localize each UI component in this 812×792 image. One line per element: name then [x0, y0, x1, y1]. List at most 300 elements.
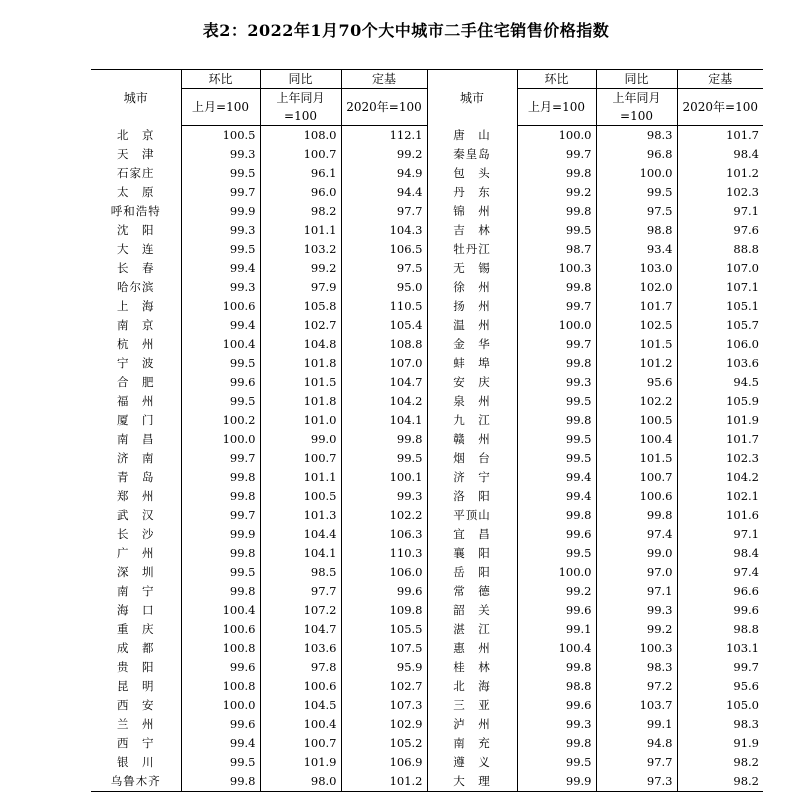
left-city-cell: 长 春	[117, 261, 155, 275]
right-yoy-cell: 99.1	[596, 715, 677, 734]
header-mom-sub-left: 上月=100	[181, 89, 260, 126]
left-fixed-cell: 99.3	[341, 487, 427, 506]
right-city-cell: 桂 林	[427, 658, 517, 677]
right-mom-cell: 99.5	[517, 449, 596, 468]
table-row	[91, 126, 763, 146]
right-city-cell: 泸 州	[427, 715, 517, 734]
left-mom-cell: 100.4	[181, 601, 260, 620]
right-yoy-cell: 100.0	[596, 164, 677, 183]
table-row	[91, 772, 763, 792]
table-row	[91, 487, 763, 506]
right-fixed-cell: 95.6	[677, 677, 763, 696]
right-city-cell: 宜 昌	[427, 525, 517, 544]
right-mom-cell: 100.0	[517, 126, 596, 146]
right-fixed-cell: 101.9	[677, 411, 763, 430]
left-city-cell: 广 州	[117, 546, 155, 560]
left-yoy-cell: 101.0	[260, 411, 341, 430]
right-city-cell: 唐 山	[427, 126, 517, 146]
left-mom-cell: 99.5	[181, 563, 260, 582]
price-index-table	[91, 69, 763, 792]
left-fixed-cell: 107.3	[341, 696, 427, 715]
table-row	[91, 449, 763, 468]
left-yoy-cell: 101.5	[260, 373, 341, 392]
table-row	[91, 411, 763, 430]
right-mom-cell: 99.8	[517, 734, 596, 753]
left-fixed-cell: 99.2	[341, 145, 427, 164]
right-city-cell: 济 宁	[427, 468, 517, 487]
right-fixed-cell: 98.8	[677, 620, 763, 639]
right-mom-cell: 99.8	[517, 278, 596, 297]
right-city-cell: 泉 州	[427, 392, 517, 411]
right-fixed-cell: 96.6	[677, 582, 763, 601]
right-fixed-cell: 88.8	[677, 240, 763, 259]
right-city-cell: 北 海	[427, 677, 517, 696]
left-yoy-cell: 97.8	[260, 658, 341, 677]
right-yoy-cell: 100.3	[596, 639, 677, 658]
left-city-cell: 上 海	[117, 299, 155, 313]
left-city-cell: 宁 波	[117, 356, 155, 370]
left-mom-cell: 99.5	[181, 753, 260, 772]
table-row	[91, 164, 763, 183]
right-fixed-cell: 94.5	[677, 373, 763, 392]
right-city-cell: 牡丹江	[427, 240, 517, 259]
left-yoy-cell: 101.8	[260, 392, 341, 411]
right-mom-cell: 99.3	[517, 715, 596, 734]
right-mom-cell: 99.2	[517, 183, 596, 202]
left-city-cell: 银 川	[117, 755, 155, 769]
header-yoy-left: 同比	[260, 70, 341, 89]
right-yoy-cell: 100.7	[596, 468, 677, 487]
right-yoy-cell: 99.5	[596, 183, 677, 202]
left-fixed-cell: 110.5	[341, 297, 427, 316]
table-row	[91, 753, 763, 772]
left-mom-cell: 100.8	[181, 677, 260, 696]
left-city-cell: 合 肥	[117, 375, 155, 389]
right-city-cell: 赣 州	[427, 430, 517, 449]
right-mom-cell: 99.5	[517, 392, 596, 411]
right-city-cell: 蚌 埠	[427, 354, 517, 373]
left-mom-cell: 99.5	[181, 392, 260, 411]
left-city-cell: 西 安	[117, 698, 155, 712]
left-mom-cell: 99.6	[181, 658, 260, 677]
left-fixed-cell: 94.9	[341, 164, 427, 183]
right-fixed-cell: 103.6	[677, 354, 763, 373]
left-city-cell: 兰 州	[117, 717, 155, 731]
right-mom-cell: 99.6	[517, 525, 596, 544]
right-fixed-cell: 97.1	[677, 525, 763, 544]
left-mom-cell: 99.3	[181, 145, 260, 164]
right-fixed-cell: 105.9	[677, 392, 763, 411]
table-row	[91, 392, 763, 411]
left-yoy-cell: 104.1	[260, 544, 341, 563]
right-yoy-cell: 103.0	[596, 259, 677, 278]
right-mom-cell: 99.8	[517, 202, 596, 221]
table-row	[91, 696, 763, 715]
left-fixed-cell: 95.0	[341, 278, 427, 297]
left-yoy-cell: 104.5	[260, 696, 341, 715]
left-yoy-cell: 101.3	[260, 506, 341, 525]
right-city-cell: 南 充	[427, 734, 517, 753]
right-city-cell: 扬 州	[427, 297, 517, 316]
right-fixed-cell: 105.1	[677, 297, 763, 316]
left-mom-cell: 99.4	[181, 316, 260, 335]
left-fixed-cell: 105.4	[341, 316, 427, 335]
right-city-cell: 徐 州	[427, 278, 517, 297]
right-fixed-cell: 105.7	[677, 316, 763, 335]
left-fixed-cell: 105.5	[341, 620, 427, 639]
header-fixed-sub-left: 2020年=100	[341, 89, 427, 126]
left-mom-cell: 99.3	[181, 278, 260, 297]
right-fixed-cell: 102.3	[677, 449, 763, 468]
left-mom-cell: 99.8	[181, 544, 260, 563]
left-city-cell: 石家庄	[117, 166, 155, 180]
header-yoy-sub-right: 上年同月=100	[596, 89, 677, 126]
left-yoy-cell: 104.4	[260, 525, 341, 544]
left-yoy-cell: 104.8	[260, 335, 341, 354]
table-row	[91, 563, 763, 582]
right-yoy-cell: 95.6	[596, 373, 677, 392]
left-city-cell: 武 汉	[117, 508, 155, 522]
left-yoy-cell: 100.7	[260, 449, 341, 468]
left-mom-cell: 99.3	[181, 221, 260, 240]
right-mom-cell: 99.6	[517, 696, 596, 715]
left-mom-cell: 100.5	[181, 126, 260, 146]
right-mom-cell: 99.4	[517, 468, 596, 487]
right-yoy-cell: 103.7	[596, 696, 677, 715]
left-mom-cell: 99.8	[181, 582, 260, 601]
left-fixed-cell: 112.1	[341, 126, 427, 146]
left-fixed-cell: 104.2	[341, 392, 427, 411]
left-city-cell: 郑 州	[117, 489, 155, 503]
left-fixed-cell: 106.9	[341, 753, 427, 772]
left-city-cell: 深 圳	[117, 565, 155, 579]
right-fixed-cell: 98.4	[677, 145, 763, 164]
right-city-cell: 温 州	[427, 316, 517, 335]
right-yoy-cell: 100.5	[596, 411, 677, 430]
table-row	[91, 202, 763, 221]
left-mom-cell: 99.4	[181, 259, 260, 278]
right-city-cell: 湛 江	[427, 620, 517, 639]
left-city-cell: 成 都	[117, 641, 155, 655]
right-mom-cell: 99.5	[517, 753, 596, 772]
right-fixed-cell: 98.4	[677, 544, 763, 563]
right-city-cell: 三 亚	[427, 696, 517, 715]
right-mom-cell: 99.5	[517, 430, 596, 449]
left-yoy-cell: 97.7	[260, 582, 341, 601]
left-fixed-cell: 104.3	[341, 221, 427, 240]
right-city-cell: 平顶山	[427, 506, 517, 525]
left-city-cell: 太 原	[117, 185, 155, 199]
right-yoy-cell: 100.6	[596, 487, 677, 506]
left-mom-cell: 100.6	[181, 297, 260, 316]
right-yoy-cell: 101.5	[596, 449, 677, 468]
right-mom-cell: 99.8	[517, 354, 596, 373]
right-mom-cell: 100.0	[517, 563, 596, 582]
left-mom-cell: 99.7	[181, 449, 260, 468]
right-yoy-cell: 102.0	[596, 278, 677, 297]
table-row	[91, 316, 763, 335]
right-city-cell: 洛 阳	[427, 487, 517, 506]
table-row	[91, 506, 763, 525]
left-city-cell: 北 京	[117, 127, 155, 142]
left-yoy-cell: 99.2	[260, 259, 341, 278]
left-yoy-cell: 101.1	[260, 468, 341, 487]
right-city-cell: 无 锡	[427, 259, 517, 278]
right-fixed-cell: 98.2	[677, 753, 763, 772]
left-fixed-cell: 110.3	[341, 544, 427, 563]
right-fixed-cell: 104.2	[677, 468, 763, 487]
left-yoy-cell: 102.7	[260, 316, 341, 335]
right-fixed-cell: 105.0	[677, 696, 763, 715]
right-yoy-cell: 102.2	[596, 392, 677, 411]
right-mom-cell: 100.0	[517, 316, 596, 335]
left-mom-cell: 99.7	[181, 506, 260, 525]
left-yoy-cell: 101.1	[260, 221, 341, 240]
left-mom-cell: 99.5	[181, 164, 260, 183]
right-yoy-cell: 99.3	[596, 601, 677, 620]
left-fixed-cell: 107.0	[341, 354, 427, 373]
table-row	[91, 373, 763, 392]
right-yoy-cell: 98.8	[596, 221, 677, 240]
left-fixed-cell: 101.2	[341, 772, 427, 792]
right-fixed-cell: 106.0	[677, 335, 763, 354]
table-row	[91, 658, 763, 677]
right-fixed-cell: 91.9	[677, 734, 763, 753]
left-city-cell: 呼和浩特	[110, 204, 161, 218]
table-row	[91, 734, 763, 753]
left-yoy-cell: 98.2	[260, 202, 341, 221]
left-city-cell: 福 州	[117, 394, 155, 408]
left-mom-cell: 99.7	[181, 183, 260, 202]
right-city-cell: 遵 义	[427, 753, 517, 772]
right-yoy-cell: 98.3	[596, 658, 677, 677]
right-mom-cell: 99.7	[517, 335, 596, 354]
header-fixed-left: 定基	[341, 70, 427, 89]
header-mom-right: 环比	[517, 70, 596, 89]
left-yoy-cell: 107.2	[260, 601, 341, 620]
right-mom-cell: 98.8	[517, 677, 596, 696]
left-yoy-cell: 100.4	[260, 715, 341, 734]
table-row	[91, 145, 763, 164]
left-city-cell: 海 口	[117, 603, 155, 617]
table-title: 表2：2022年1月70个大中城市二手住宅销售价格指数	[202, 21, 610, 40]
left-fixed-cell: 102.2	[341, 506, 427, 525]
right-yoy-cell: 97.4	[596, 525, 677, 544]
table-row	[91, 639, 763, 658]
right-mom-cell: 99.9	[517, 772, 596, 792]
right-mom-cell: 99.7	[517, 297, 596, 316]
right-yoy-cell: 99.8	[596, 506, 677, 525]
right-mom-cell: 99.8	[517, 411, 596, 430]
right-yoy-cell: 101.7	[596, 297, 677, 316]
left-yoy-cell: 100.5	[260, 487, 341, 506]
right-yoy-cell: 94.8	[596, 734, 677, 753]
left-fixed-cell: 106.3	[341, 525, 427, 544]
left-yoy-cell: 98.5	[260, 563, 341, 582]
right-fixed-cell: 99.7	[677, 658, 763, 677]
left-fixed-cell: 95.9	[341, 658, 427, 677]
right-city-cell: 吉 林	[427, 221, 517, 240]
right-city-cell: 金 华	[427, 335, 517, 354]
table-row	[91, 468, 763, 487]
right-fixed-cell: 102.1	[677, 487, 763, 506]
right-city-cell: 秦皇岛	[427, 145, 517, 164]
table-row	[91, 677, 763, 696]
left-mom-cell: 99.8	[181, 772, 260, 792]
right-city-cell: 九 江	[427, 411, 517, 430]
right-mom-cell: 99.8	[517, 658, 596, 677]
right-city-cell: 丹 东	[427, 183, 517, 202]
left-city-cell: 南 昌	[117, 432, 155, 446]
left-fixed-cell: 100.1	[341, 468, 427, 487]
left-city-cell: 南 京	[117, 318, 155, 332]
right-yoy-cell: 97.2	[596, 677, 677, 696]
right-city-cell: 韶 关	[427, 601, 517, 620]
table-body	[91, 126, 763, 792]
right-city-cell: 常 德	[427, 582, 517, 601]
left-mom-cell: 99.4	[181, 734, 260, 753]
left-city-cell: 青 岛	[117, 470, 155, 484]
header-yoy-sub-left: 上年同月=100	[260, 89, 341, 126]
table-row	[91, 278, 763, 297]
table-row	[91, 240, 763, 259]
left-yoy-cell: 103.6	[260, 639, 341, 658]
left-fixed-cell: 106.5	[341, 240, 427, 259]
table-row	[91, 221, 763, 240]
left-fixed-cell: 108.8	[341, 335, 427, 354]
right-yoy-cell: 97.1	[596, 582, 677, 601]
right-fixed-cell: 101.7	[677, 430, 763, 449]
left-yoy-cell: 100.6	[260, 677, 341, 696]
left-mom-cell: 99.8	[181, 468, 260, 487]
left-mom-cell: 99.5	[181, 354, 260, 373]
left-mom-cell: 99.6	[181, 715, 260, 734]
right-fixed-cell: 102.3	[677, 183, 763, 202]
left-mom-cell: 100.4	[181, 335, 260, 354]
right-city-cell: 安 庆	[427, 373, 517, 392]
left-yoy-cell: 101.9	[260, 753, 341, 772]
left-city-cell: 重 庆	[117, 622, 155, 636]
left-yoy-cell: 103.2	[260, 240, 341, 259]
table-header	[91, 70, 763, 126]
left-city-cell: 乌鲁木齐	[91, 772, 181, 792]
right-yoy-cell: 99.0	[596, 544, 677, 563]
right-fixed-cell: 103.1	[677, 639, 763, 658]
left-fixed-cell: 105.2	[341, 734, 427, 753]
right-mom-cell: 99.4	[517, 487, 596, 506]
left-yoy-cell: 104.7	[260, 620, 341, 639]
table-row	[91, 715, 763, 734]
left-mom-cell: 99.5	[181, 240, 260, 259]
right-mom-cell: 99.3	[517, 373, 596, 392]
left-mom-cell: 100.6	[181, 620, 260, 639]
left-fixed-cell: 104.1	[341, 411, 427, 430]
right-mom-cell: 100.3	[517, 259, 596, 278]
left-yoy-cell: 101.8	[260, 354, 341, 373]
left-yoy-cell: 97.9	[260, 278, 341, 297]
left-city-cell: 济 南	[117, 451, 155, 465]
left-yoy-cell: 96.0	[260, 183, 341, 202]
left-city-cell: 大 连	[117, 242, 155, 256]
left-fixed-cell: 99.5	[341, 449, 427, 468]
right-city-cell: 大 理	[427, 772, 517, 792]
left-yoy-cell: 100.7	[260, 145, 341, 164]
left-fixed-cell: 107.5	[341, 639, 427, 658]
right-yoy-cell: 97.5	[596, 202, 677, 221]
table-row	[91, 620, 763, 639]
right-fixed-cell: 98.2	[677, 772, 763, 792]
left-mom-cell: 100.2	[181, 411, 260, 430]
right-mom-cell: 99.8	[517, 164, 596, 183]
left-mom-cell: 99.6	[181, 373, 260, 392]
right-yoy-cell: 97.3	[596, 772, 677, 792]
header-city-right: 城市	[427, 70, 517, 126]
left-city-cell: 长 沙	[117, 527, 155, 541]
left-city-cell: 贵 阳	[117, 660, 155, 674]
right-yoy-cell: 99.2	[596, 620, 677, 639]
table-row	[91, 430, 763, 449]
left-mom-cell: 99.9	[181, 202, 260, 221]
right-fixed-cell: 97.6	[677, 221, 763, 240]
table-row	[91, 525, 763, 544]
right-mom-cell: 99.5	[517, 221, 596, 240]
left-fixed-cell: 106.0	[341, 563, 427, 582]
right-mom-cell: 99.2	[517, 582, 596, 601]
right-city-cell: 惠 州	[427, 639, 517, 658]
right-fixed-cell: 97.4	[677, 563, 763, 582]
header-mom-sub-right: 上月=100	[517, 89, 596, 126]
table-row	[91, 183, 763, 202]
right-mom-cell: 100.4	[517, 639, 596, 658]
right-yoy-cell: 102.5	[596, 316, 677, 335]
right-yoy-cell: 93.4	[596, 240, 677, 259]
left-fixed-cell: 99.8	[341, 430, 427, 449]
left-fixed-cell: 102.9	[341, 715, 427, 734]
left-fixed-cell: 104.7	[341, 373, 427, 392]
right-fixed-cell: 107.1	[677, 278, 763, 297]
right-mom-cell: 99.6	[517, 601, 596, 620]
right-mom-cell: 98.7	[517, 240, 596, 259]
table-row	[91, 297, 763, 316]
left-city-cell: 沈 阳	[117, 223, 155, 237]
right-fixed-cell: 99.6	[677, 601, 763, 620]
table-row	[91, 354, 763, 373]
left-yoy-cell: 99.0	[260, 430, 341, 449]
right-city-cell: 包 头	[427, 164, 517, 183]
left-city-cell: 厦 门	[117, 413, 155, 427]
left-yoy-cell: 100.7	[260, 734, 341, 753]
right-fixed-cell: 107.0	[677, 259, 763, 278]
right-yoy-cell: 97.7	[596, 753, 677, 772]
right-mom-cell: 99.7	[517, 145, 596, 164]
left-city-cell: 杭 州	[117, 337, 155, 351]
right-fixed-cell: 101.2	[677, 164, 763, 183]
right-city-cell: 襄 阳	[427, 544, 517, 563]
table-row	[91, 259, 763, 278]
right-yoy-cell: 97.0	[596, 563, 677, 582]
header-yoy-right: 同比	[596, 70, 677, 89]
table-row	[91, 601, 763, 620]
left-city-cell: 天 津	[117, 147, 155, 161]
left-mom-cell: 100.0	[181, 696, 260, 715]
header-city-left: 城市	[91, 70, 181, 126]
right-fixed-cell: 98.3	[677, 715, 763, 734]
left-mom-cell: 99.9	[181, 525, 260, 544]
left-mom-cell: 100.8	[181, 639, 260, 658]
left-city-cell: 哈尔滨	[117, 280, 155, 294]
left-fixed-cell: 102.7	[341, 677, 427, 696]
right-fixed-cell: 101.6	[677, 506, 763, 525]
